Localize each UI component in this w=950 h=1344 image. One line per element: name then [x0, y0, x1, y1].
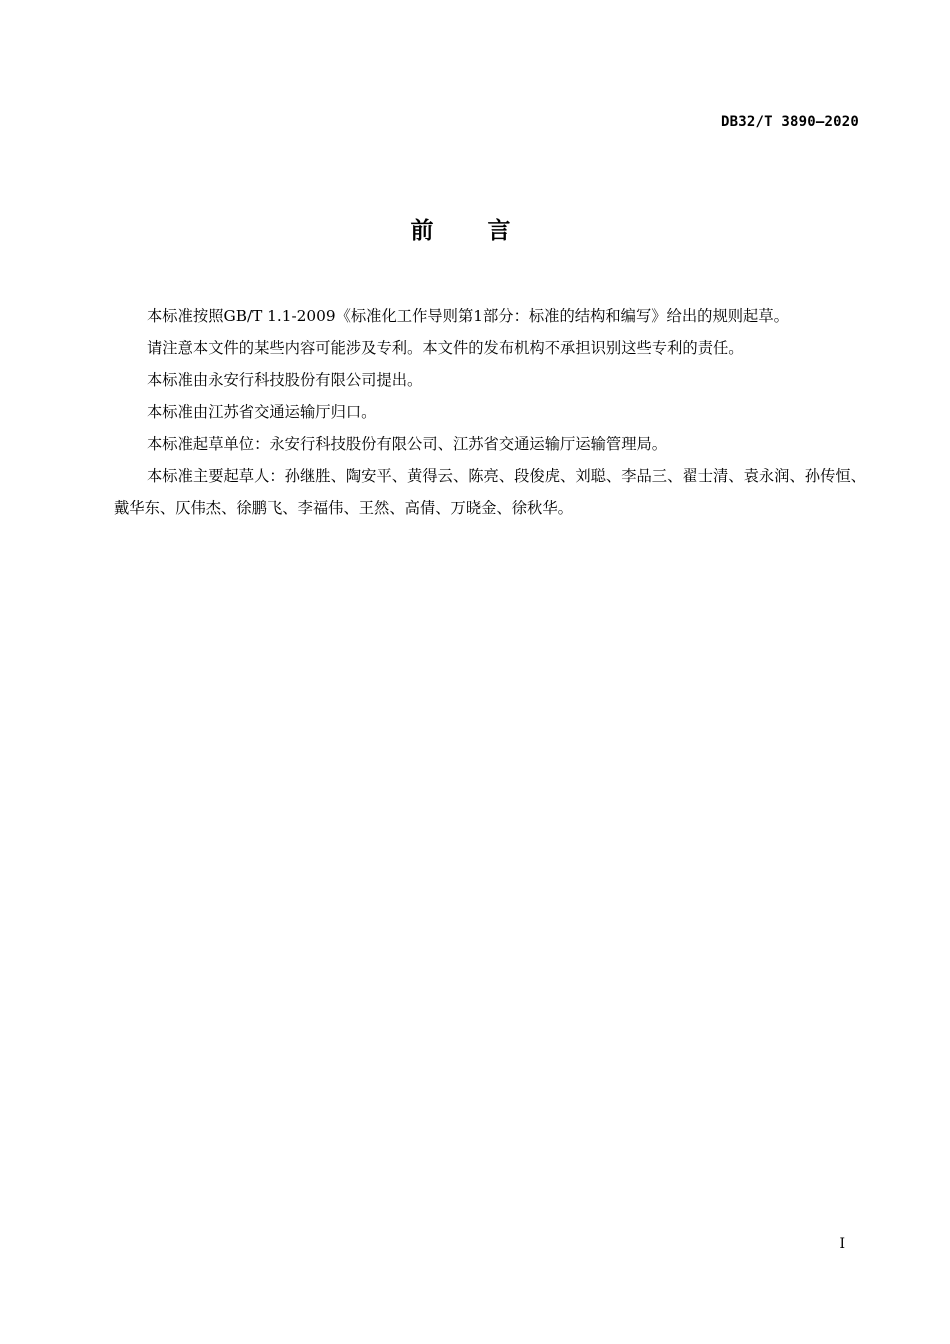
page-number: I — [839, 1236, 845, 1252]
paragraph-administrator: 本标准由江苏省交通运输厅归口。 — [147, 403, 377, 421]
paragraph-proposer: 本标准由永安行科技股份有限公司提出。 — [147, 371, 423, 389]
document-code: DB32/T 3890—2020 — [720, 114, 859, 130]
foreword-body — [114, 300, 866, 524]
paragraph-patent-notice: 请注意本文件的某些内容可能涉及专利。本文件的发布机构不承担识别这些专利的责任。 — [147, 339, 744, 357]
page-title: 前言 — [410, 218, 565, 244]
paragraph-drafting-units: 本标准起草单位：永安行科技股份有限公司、江苏省交通运输厅运输管理局。 — [147, 435, 668, 453]
paragraph-drafting-rules: 本标准按照GB/T 1.1-2009《标准化工作导则第1部分：标准的结构和编写》给出的规则起草。 — [147, 307, 789, 325]
paragraph-main-drafters: 本标准主要起草人：孙继胜、陶安平、黄得云、陈亮、段俊虎、刘聪、李品三、翟士清、袁永润、孙传恒、戴华东、仄伟杰、徐鹏飞、李福伟、王然、高倩、万晓金、徐秋华。 — [114, 467, 866, 517]
